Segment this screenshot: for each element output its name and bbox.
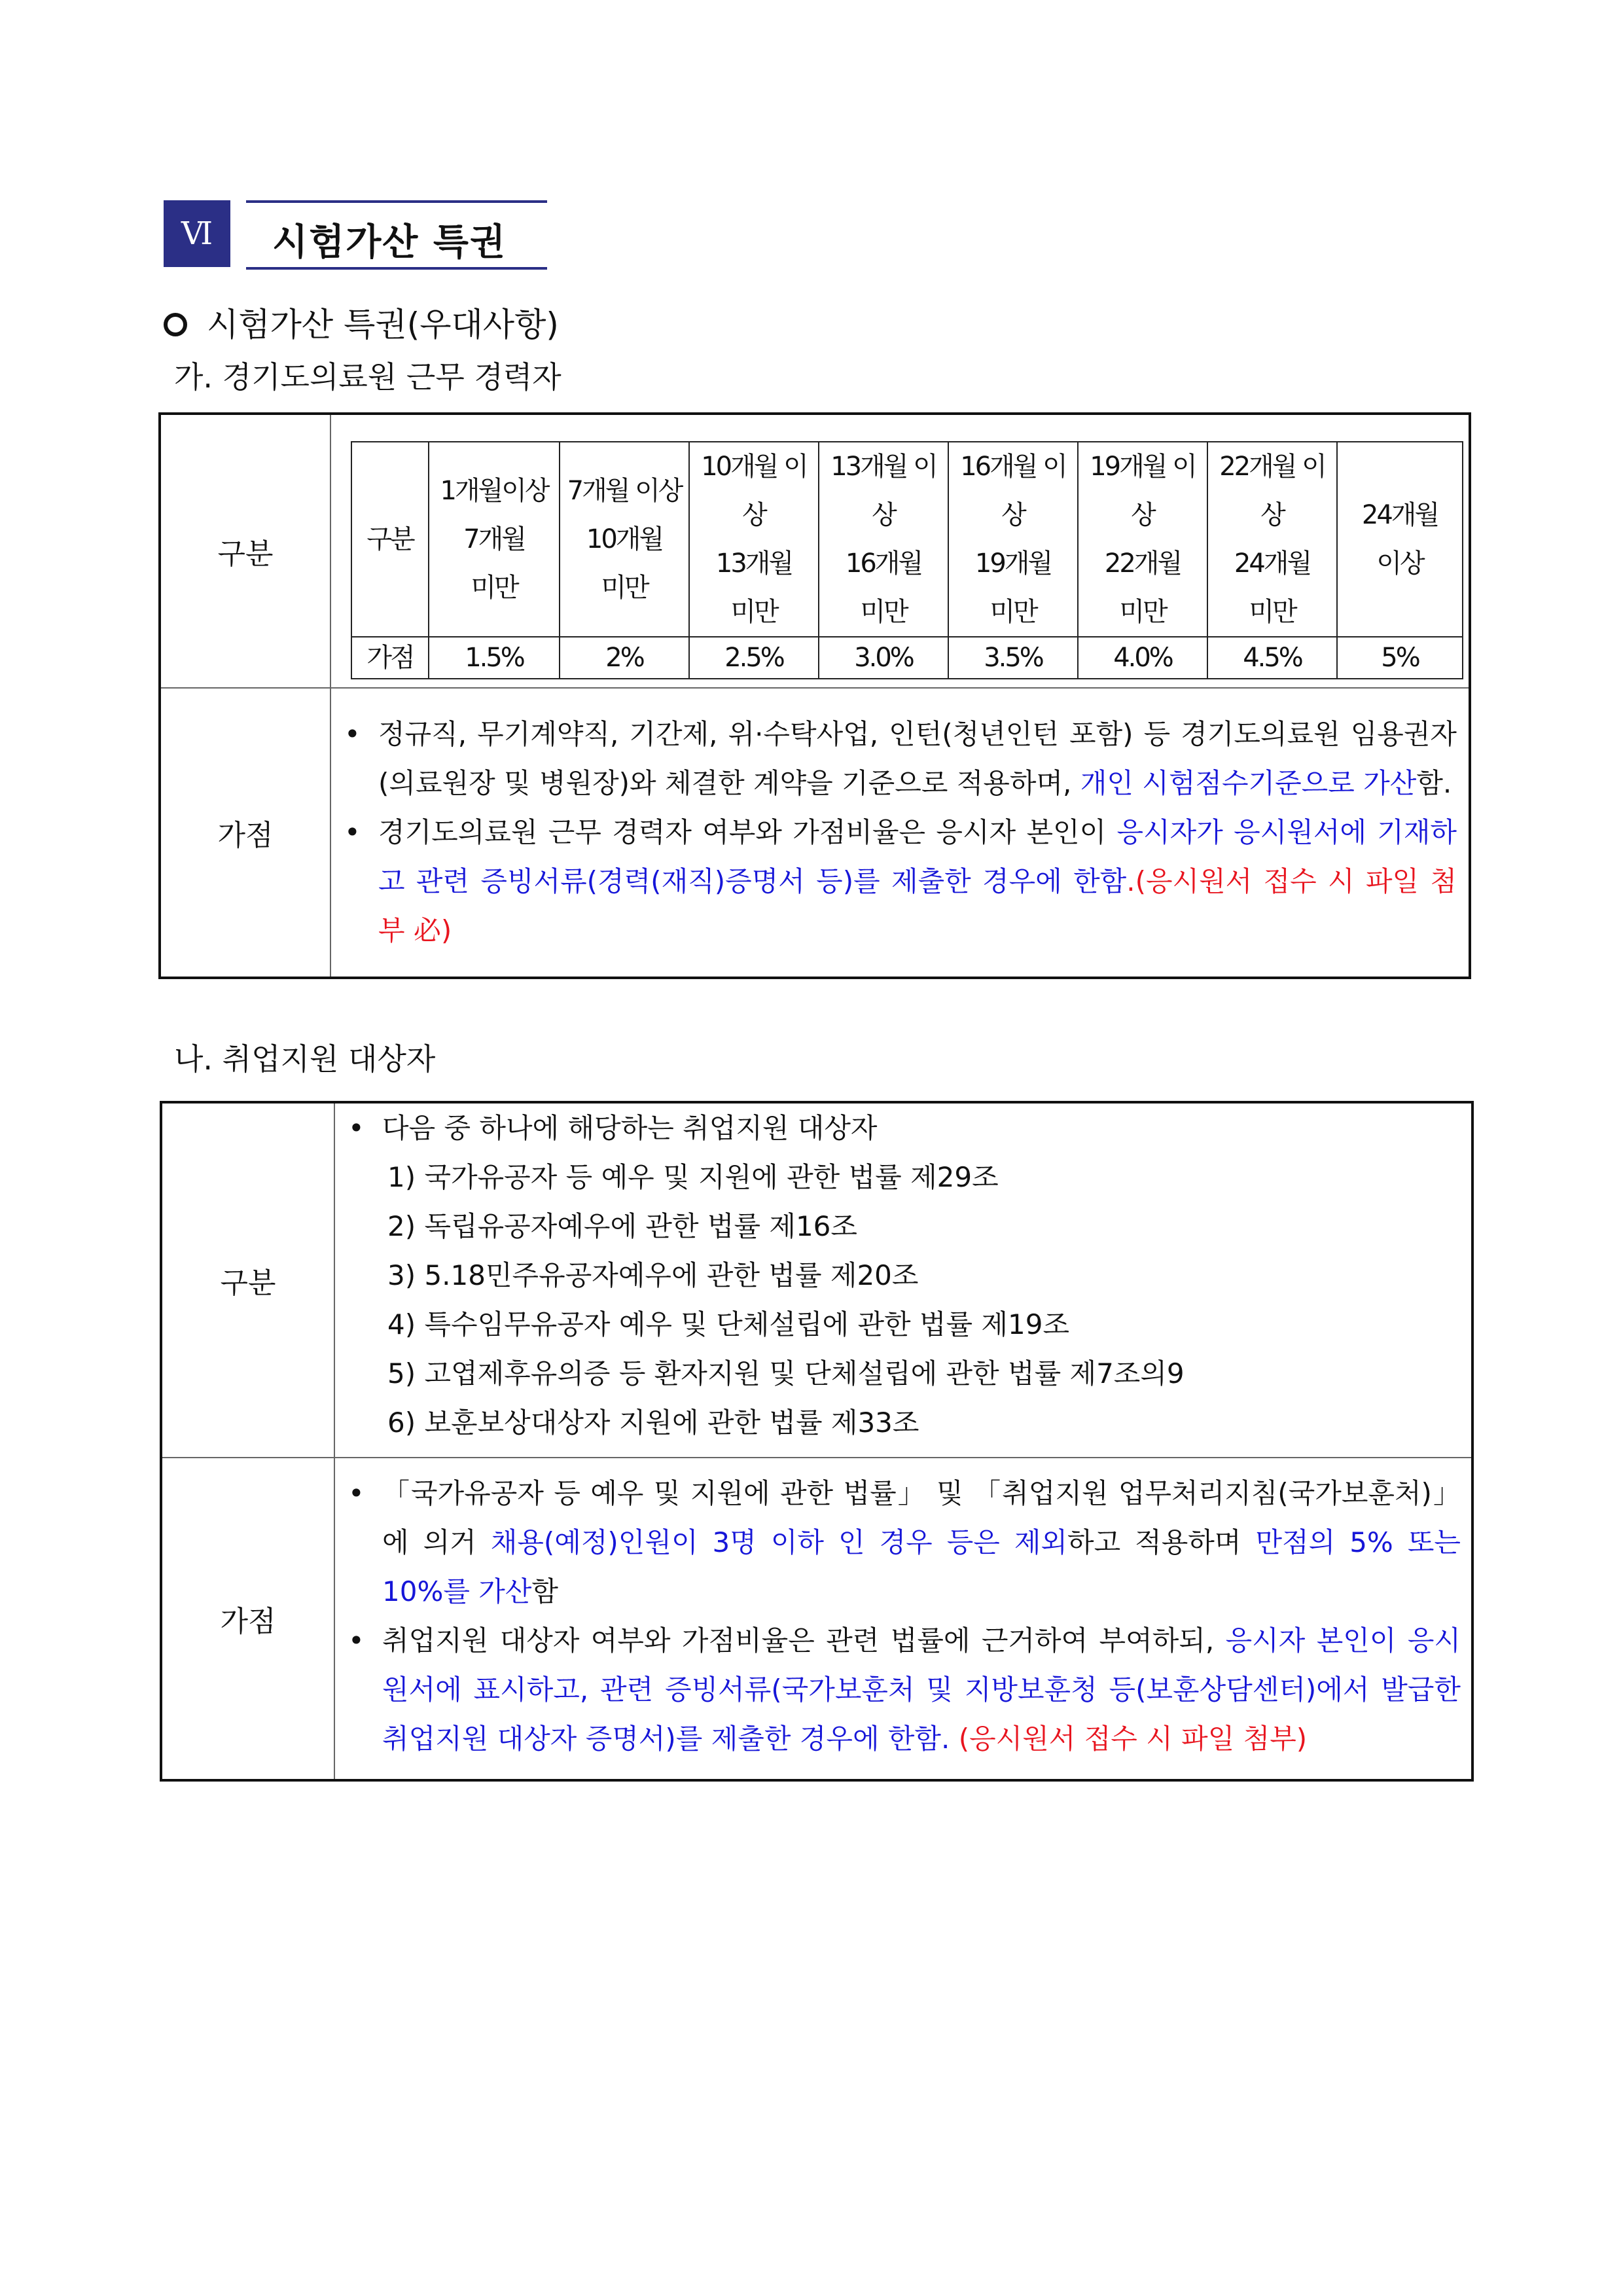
period-cell: 7개월 이상 10개월 미만 <box>560 442 689 637</box>
circle-heading <box>164 298 559 346</box>
part-a-heading: 가. 경기도의료원 근무 경력자 <box>174 359 562 395</box>
points-cell: 2.5% <box>689 637 819 679</box>
bullet-icon: • <box>348 1624 365 1657</box>
list-item: • 다음 중 하나에 해당하는 취업지원 대상자 <box>348 1103 1461 1153</box>
row-label-category: 구분 <box>220 1266 276 1300</box>
law-item: 3) 5.18민주유공자예우에 관한 법률 제20조 <box>387 1259 919 1291</box>
law-item: 4) 특수임무유공자 예우 및 단체설립에 관한 법률 제19조 <box>387 1308 1070 1340</box>
bullet-icon: • <box>344 816 361 848</box>
circle-heading-text: 시험가산 특권(우대사항) <box>207 306 559 344</box>
period-cell: 1개월이상 7개월 미만 <box>429 442 560 637</box>
career-bonus-notes <box>344 709 1457 955</box>
row-divider <box>161 687 1469 689</box>
points-cell: 4.5% <box>1207 637 1337 679</box>
list-item: • 정규직, 무기계약직, 기간제, 위·수탁사업, 인턴(청년인턴 포함) 등 경기도의료원 임용권자(의료원장 및 병원장)와 체결한 계약을 기준으로 적용하며, 개인 시험점수기준으로 가산함. <box>344 709 1457 808</box>
career-bonus-table <box>158 412 1471 979</box>
law-item: 2) 독립유공자예우에 관한 법률 제16조 <box>387 1210 857 1242</box>
period-cell: 13개월 이상 16개월 미만 <box>819 442 948 637</box>
law-item: 1) 국가유공자 등 예우 및 지원에 관한 법률 제29조 <box>387 1161 999 1193</box>
points-cell: 4.0% <box>1078 637 1207 679</box>
row-label-category: 구분 <box>217 537 274 571</box>
list-item: • 경기도의료원 근무 경력자 여부와 가점비율은 응시자 본인이 응시자가 응시원서에 기재하고 관련 증빙서류(경력(재직)증명서 등)를 제출한 경우에 한함.(응시원서 접수 시 파일 첨부 必) <box>344 808 1457 955</box>
section-number-badge: Ⅵ <box>164 200 230 267</box>
column-divider <box>334 1103 335 1779</box>
employment-support-table <box>160 1101 1474 1782</box>
points-cell: 3.5% <box>948 637 1078 679</box>
eligible-laws-list <box>348 1103 1461 1447</box>
period-cell: 24개월 이상 <box>1337 442 1463 637</box>
list-item: • 취업지원 대상자 여부와 가점비율은 관련 법률에 근거하여 부여하되, 응시자 본인이 응시원서에 표시하고, 관련 증빙서류(국가보훈처 및 지방보훈청 등(보훈상담센터)에서 발급한 취업지원 대상자 증명서)를 제출한 경우에 한함. (응시원서 접수 시 파일 첨부) <box>348 1616 1461 1763</box>
circle-bullet-icon <box>164 313 187 336</box>
inner-header-label: 구분 <box>351 442 429 637</box>
row-divider <box>162 1457 1471 1458</box>
section-title-box <box>246 200 547 270</box>
list-item: • 「국가유공자 등 예우 및 지원에 관한 법률」 및 「취업지원 업무처리지침(국가보훈처)」에 의거 채용(예정)인원이 3명 이하 인 경우 등은 제외하고 적용하며 만점의 5% 또는 10%를 가산함 <box>348 1469 1461 1616</box>
bullet-icon: • <box>348 1477 365 1509</box>
career-period-table <box>351 441 1463 679</box>
period-cell: 22개월 이상 24개월 미만 <box>1207 442 1337 637</box>
inner-points-label: 가점 <box>351 637 429 679</box>
title-top-rule <box>246 200 547 203</box>
period-cell: 10개월 이상 13개월 미만 <box>689 442 819 637</box>
law-item: 5) 고엽제후유의증 등 환자지원 및 단체설립에 관한 법률 제7조의9 <box>387 1357 1185 1390</box>
row-label-points: 가점 <box>217 819 274 852</box>
section-title: 시험가산 특권 <box>272 221 507 264</box>
points-cell: 2% <box>560 637 689 679</box>
period-cell: 16개월 이상 19개월 미만 <box>948 442 1078 637</box>
law-item: 6) 보훈보상대상자 지원에 관한 법률 제33조 <box>387 1407 919 1439</box>
points-cell: 1.5% <box>429 637 560 679</box>
part-b-heading: 나. 취업지원 대상자 <box>174 1041 436 1077</box>
title-bottom-rule <box>246 267 547 270</box>
period-cell: 19개월 이상 22개월 미만 <box>1078 442 1207 637</box>
points-cell: 3.0% <box>819 637 948 679</box>
bullet-icon: • <box>348 1112 365 1144</box>
employment-bonus-notes <box>348 1469 1461 1763</box>
row-label-points: 가점 <box>220 1605 276 1638</box>
bullet-icon: • <box>344 718 361 750</box>
points-cell: 5% <box>1337 637 1463 679</box>
column-divider <box>330 415 331 977</box>
